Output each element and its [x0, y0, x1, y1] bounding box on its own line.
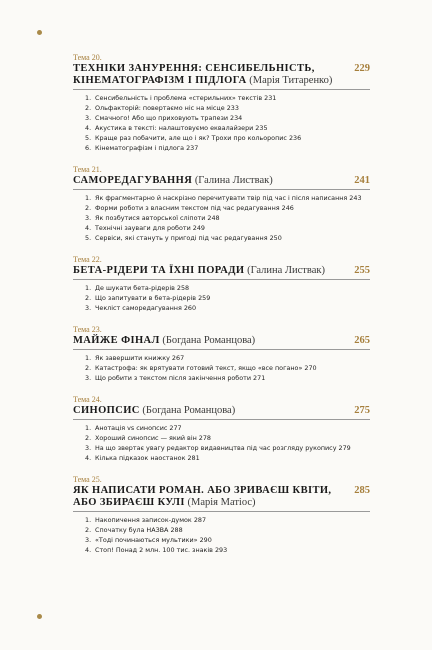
- subsection-item[interactable]: [73, 453, 370, 463]
- subsection-text: Як позбутися авторської сліпоти 248: [95, 214, 220, 222]
- section-author: (Богдана Романцова): [162, 335, 256, 346]
- section-title: СИНОПСИС: [73, 405, 140, 416]
- topic-number: Тема 25.: [73, 475, 102, 484]
- section-page-number: 285: [354, 485, 370, 496]
- subsection-text: Сенсибельність і проблема «стерильних» текстів 231: [95, 94, 277, 102]
- subsection-text: Хороший синопсис — який він 278: [95, 434, 211, 442]
- subsection-item[interactable]: [73, 293, 370, 303]
- toc-section: [73, 255, 370, 313]
- section-page-number: 255: [354, 265, 370, 276]
- section-divider: [73, 419, 370, 420]
- subsection-number: 1.: [85, 424, 92, 432]
- corner-dot-top: [37, 30, 42, 35]
- subsection-text: Як завершити книжку 267: [95, 354, 185, 362]
- subsection-number: 4.: [85, 546, 92, 554]
- section-heading[interactable]: [73, 63, 370, 87]
- section-title: МАЙЖЕ ФІНАЛ: [73, 335, 160, 346]
- subsection-item[interactable]: [73, 283, 370, 293]
- section-author: (Марія Титаренко): [249, 75, 333, 86]
- subsection-item[interactable]: [73, 203, 370, 213]
- section-page-number: 265: [354, 335, 370, 346]
- subsection-text: Ольфакторій: повертаємо ніс на місце 233: [95, 104, 239, 112]
- section-heading[interactable]: [73, 405, 370, 417]
- subsection-text: Спочатку була НАЗВА 288: [95, 526, 183, 534]
- section-heading[interactable]: [73, 265, 370, 277]
- subsection-text: Що запитувати в бета-рідерів 259: [95, 294, 211, 302]
- subsection-number: 3.: [85, 214, 92, 222]
- subsection-text: Технічні зауваги для роботи 249: [95, 224, 205, 232]
- subsection-number: 3.: [85, 114, 92, 122]
- toc-section: [73, 53, 370, 153]
- subsection-number: 1.: [85, 94, 92, 102]
- subsection-item[interactable]: [73, 93, 370, 103]
- subsection-text: Кінематографізм і підлога 237: [95, 144, 199, 152]
- subsection-number: 5.: [85, 234, 92, 242]
- toc-section: [73, 325, 370, 383]
- subsection-item[interactable]: [73, 123, 370, 133]
- subsection-text: Накопичення записок-думок 287: [95, 516, 207, 524]
- subsection-number: 2.: [85, 526, 92, 534]
- subsection-number: 2.: [85, 104, 92, 112]
- subsection-item[interactable]: [73, 433, 370, 443]
- section-author: (Галина Листвак): [247, 265, 325, 276]
- section-title: ТЕХНІКИ ЗАНУРЕННЯ: СЕНСИБЕЛЬНІСТЬ, КІНЕМАТОГРАФІЗМ І ПІДЛОГА: [73, 63, 315, 86]
- subsection-item[interactable]: [73, 133, 370, 143]
- subsection-item[interactable]: [73, 213, 370, 223]
- toc-section: [73, 165, 370, 243]
- subsection-item[interactable]: [73, 113, 370, 123]
- subsection-text: Кілька підказок наостанок 281: [95, 454, 200, 462]
- section-page-number: 241: [354, 175, 370, 186]
- corner-dot-bottom: [37, 614, 42, 619]
- section-divider: [73, 89, 370, 90]
- section-heading[interactable]: [73, 175, 370, 187]
- section-author: (Богдана Романцова): [142, 405, 236, 416]
- subsection-number: 4.: [85, 454, 92, 462]
- topic-number: Тема 23.: [73, 325, 102, 334]
- subsection-item[interactable]: [73, 103, 370, 113]
- table-of-contents: [73, 53, 370, 567]
- subsection-item[interactable]: [73, 233, 370, 243]
- subsection-number: 3.: [85, 444, 92, 452]
- section-divider: [73, 279, 370, 280]
- subsection-number: 1.: [85, 284, 92, 292]
- subsection-item[interactable]: [73, 353, 370, 363]
- subsection-number: 1.: [85, 516, 92, 524]
- subsection-number: 4.: [85, 124, 92, 132]
- section-author: (Марія Матіос): [187, 497, 256, 508]
- subsection-number: 3.: [85, 304, 92, 312]
- subsection-item[interactable]: [73, 373, 370, 383]
- subsection-text: Стоп! Понад 2 млн. 100 тис. знаків 293: [95, 546, 228, 554]
- subsection-number: 2.: [85, 294, 92, 302]
- subsection-item[interactable]: [73, 535, 370, 545]
- section-heading[interactable]: [73, 485, 370, 509]
- subsection-list: [73, 283, 370, 313]
- subsection-list: [73, 93, 370, 153]
- subsection-item[interactable]: [73, 443, 370, 453]
- subsection-number: 1.: [85, 194, 92, 202]
- subsection-item[interactable]: [73, 363, 370, 373]
- subsection-item[interactable]: [73, 223, 370, 233]
- section-title: ЯК НАПИСАТИ РОМАН. АБО ЗРИВАЄШ КВІТИ, АБО ЗБИРАЄШ КУЛІ: [73, 485, 332, 508]
- subsection-item[interactable]: [73, 515, 370, 525]
- subsection-text: «Тоді починаються мультики» 290: [95, 536, 212, 544]
- topic-number: Тема 20.: [73, 53, 102, 62]
- subsection-item[interactable]: [73, 525, 370, 535]
- subsection-list: [73, 423, 370, 463]
- section-author: (Галина Листвак): [194, 175, 273, 186]
- subsection-text: Анотація vs синопсис 277: [95, 424, 182, 432]
- section-page-number: 229: [354, 63, 370, 74]
- subsection-item[interactable]: [73, 193, 370, 203]
- subsection-item[interactable]: [73, 143, 370, 153]
- subsection-number: 4.: [85, 224, 92, 232]
- subsection-list: [73, 515, 370, 555]
- subsection-text: Смачного! Або що приховують трапези 234: [95, 114, 243, 122]
- subsection-list: [73, 193, 370, 243]
- subsection-text: Чекліст саморедагування 260: [95, 304, 197, 312]
- subsection-item[interactable]: [73, 303, 370, 313]
- section-page-number: 275: [354, 405, 370, 416]
- topic-number: Тема 22.: [73, 255, 102, 264]
- subsection-number: 6.: [85, 144, 92, 152]
- topic-number: Тема 24.: [73, 395, 102, 404]
- subsection-number: 2.: [85, 204, 92, 212]
- subsection-text: Краще раз побачити, але що і як? Трохи про кольоропис 236: [95, 134, 302, 142]
- subsection-text: Акустика в тексті: налаштовуємо еквалайзери 235: [95, 124, 268, 132]
- subsection-item[interactable]: [73, 423, 370, 433]
- subsection-list: [73, 353, 370, 383]
- toc-section: [73, 475, 370, 555]
- subsection-number: 2.: [85, 434, 92, 442]
- subsection-text: Сервіси, які стануть у пригоді під час редагування 250: [95, 234, 282, 242]
- subsection-number: 2.: [85, 364, 92, 372]
- subsection-item[interactable]: [73, 545, 370, 555]
- section-divider: [73, 511, 370, 512]
- topic-number: Тема 21.: [73, 165, 102, 174]
- section-divider: [73, 189, 370, 190]
- section-divider: [73, 349, 370, 350]
- section-title: САМОРЕДАГУВАННЯ: [73, 175, 193, 186]
- subsection-text: Форми роботи з власним текстом під час редагування 246: [95, 204, 294, 212]
- subsection-text: Що робити з текстом після закінчення роботи 271: [95, 374, 266, 382]
- subsection-text: Як фрагментарно й наскрізно перечитувати твір під час і після написання 243: [95, 194, 362, 202]
- subsection-number: 3.: [85, 374, 92, 382]
- section-title: БЕТА-РІДЕРИ ТА ЇХНІ ПОРАДИ: [73, 265, 245, 276]
- subsection-number: 5.: [85, 134, 92, 142]
- subsection-text: Де шукати бета-рідерів 258: [95, 284, 190, 292]
- subsection-text: Катастрофа: як врятувати готовий текст, якщо «все погано» 270: [95, 364, 317, 372]
- subsection-number: 1.: [85, 354, 92, 362]
- subsection-number: 3.: [85, 536, 92, 544]
- toc-section: [73, 395, 370, 463]
- subsection-text: На що звертає увагу редактор видавництва під час розгляду рукопису 279: [95, 444, 351, 452]
- section-heading[interactable]: [73, 335, 370, 347]
